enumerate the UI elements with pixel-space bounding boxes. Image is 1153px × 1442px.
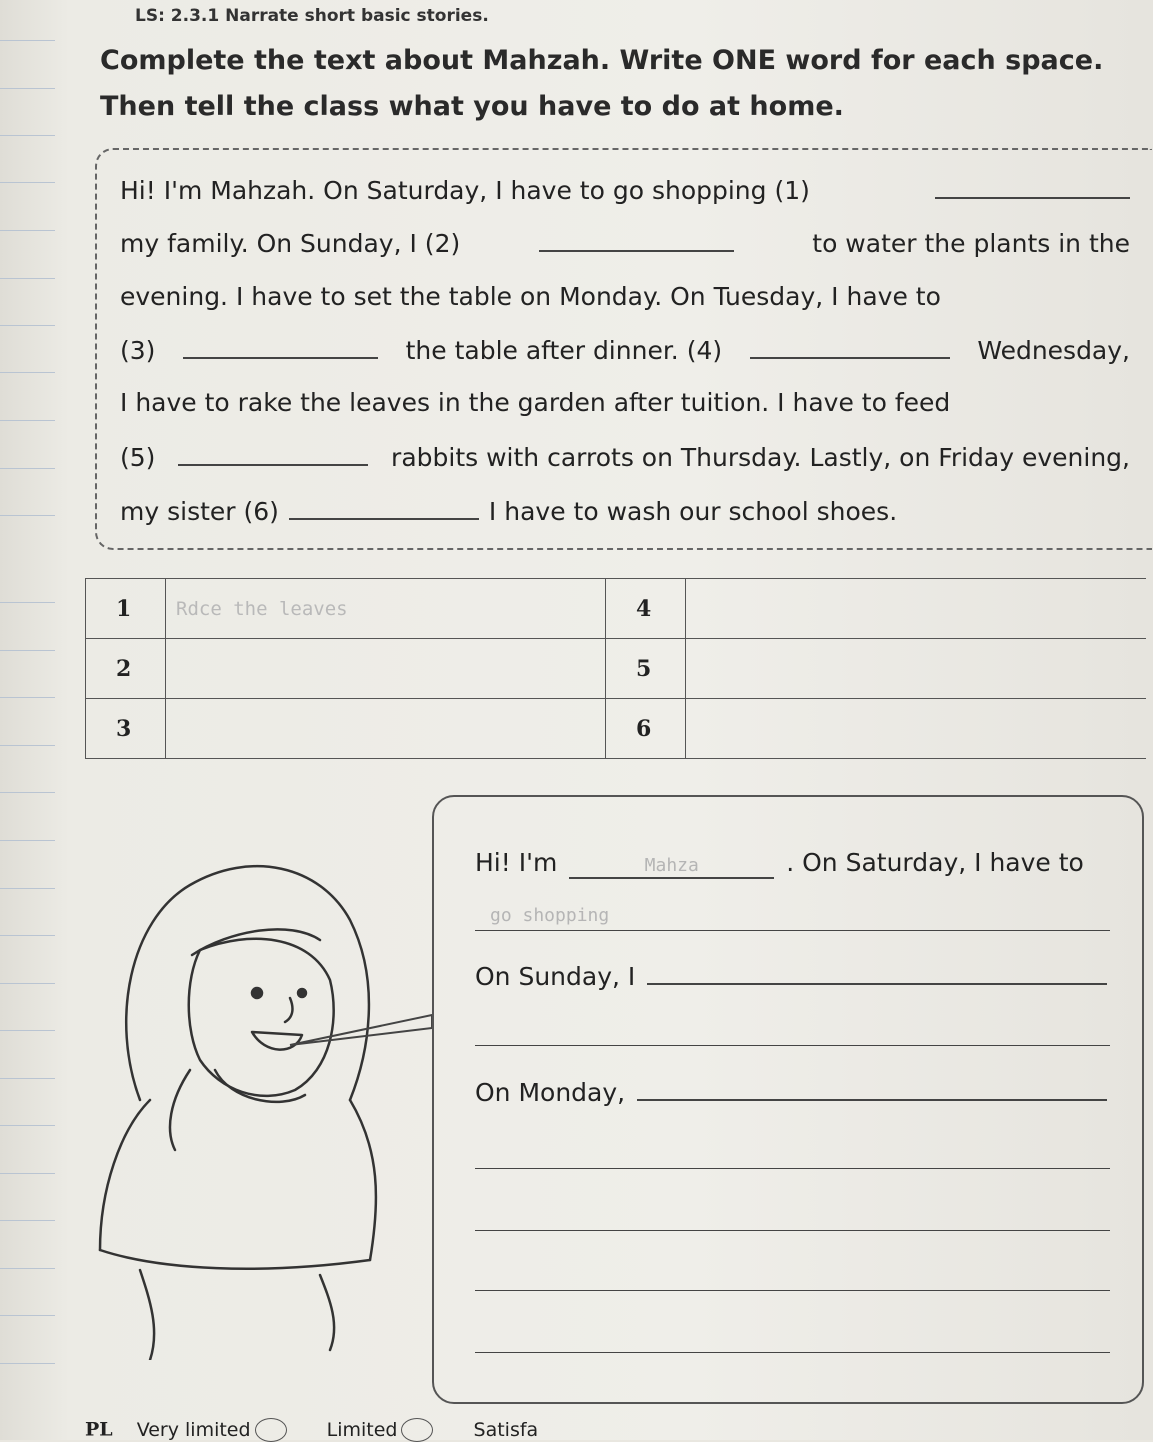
answer-number: 4 <box>606 579 686 639</box>
answer-cell[interactable] <box>686 579 1146 639</box>
passage-text: Hi! I'm Mahzah. On Saturday, I have to go shopping (1) <box>120 176 810 205</box>
passage-text: I have to wash our school shoes. <box>488 497 898 526</box>
passage-text: to water the plants in the <box>812 229 1130 258</box>
passage-text: Wednesday, <box>977 336 1130 365</box>
answer-number: 1 <box>86 579 166 639</box>
blank-4[interactable] <box>750 335 950 359</box>
answer-cell[interactable] <box>686 699 1146 759</box>
eye-right <box>298 989 306 997</box>
passage-line-4 <box>120 335 1130 365</box>
passage-line-1 <box>120 175 1130 205</box>
answer-cell[interactable] <box>686 639 1146 699</box>
writing-line[interactable] <box>475 1290 1110 1291</box>
footer-rating <box>85 1418 538 1442</box>
face-outline <box>189 939 334 1096</box>
speech-tail <box>290 1015 432 1045</box>
passage-text: my family. On Sunday, I (2) <box>120 229 461 258</box>
passage-text: my sister (6) <box>120 497 279 526</box>
handwritten-answer: Mahza <box>644 855 699 876</box>
table-row <box>86 639 1146 699</box>
blank-6[interactable] <box>289 496 479 520</box>
blank-3[interactable] <box>183 335 378 359</box>
answer-number: 5 <box>606 639 686 699</box>
bubble-blank-name[interactable] <box>569 848 774 879</box>
passage-text: (5) <box>120 443 156 472</box>
blank-2[interactable] <box>539 228 734 252</box>
very-limited-label: Very limited <box>136 1418 251 1441</box>
passage-line-3 <box>120 282 1130 311</box>
answer-cell[interactable] <box>166 639 606 699</box>
bubble-text: . On Saturday, I have to <box>786 848 1084 877</box>
writing-line[interactable] <box>475 1045 1110 1046</box>
table-row <box>86 699 1146 759</box>
passage-text: evening. I have to set the table on Monday. On Tuesday, I have to <box>120 282 941 311</box>
answer-number: 3 <box>86 699 166 759</box>
passage-text: the table after dinner. (4) <box>405 336 723 365</box>
girl-illustration <box>80 770 440 1360</box>
passage-line-2 <box>120 228 1130 258</box>
writing-line[interactable] <box>475 1168 1110 1169</box>
writing-line[interactable] <box>475 1352 1110 1353</box>
passage-text: (3) <box>120 336 156 365</box>
handwritten-answer: go shopping <box>490 905 610 926</box>
writing-line[interactable] <box>475 1230 1110 1231</box>
writing-line[interactable] <box>475 930 1110 931</box>
bubble-line-3 <box>475 962 1107 991</box>
answer-cell[interactable] <box>166 699 606 759</box>
bubble-text: On Monday, <box>475 1078 626 1107</box>
passage-line-7 <box>120 496 1130 526</box>
answer-cell[interactable]: Rdce the leaves <box>166 579 606 639</box>
bubble-line-5 <box>475 1078 1107 1107</box>
answer-number: 6 <box>606 699 686 759</box>
answer-number: 2 <box>86 639 166 699</box>
bubble-blank-monday[interactable] <box>637 1079 1107 1101</box>
learning-standard: LS: 2.3.1 Narrate short basic stories. <box>135 6 489 26</box>
eye-left <box>252 988 262 998</box>
passage-text: I have to rake the leaves in the garden after tuition. I have to feed <box>120 388 951 417</box>
answer-table <box>85 578 1146 759</box>
passage-line-6 <box>120 442 1130 472</box>
passage-line-5 <box>120 388 1130 417</box>
instruction-text: Complete the text about Mahzah. Write ONE word for each space. Then tell the class what you have to do at home. <box>100 45 1104 122</box>
very-limited-circle[interactable] <box>255 1418 287 1442</box>
hijab-outline <box>126 866 369 1100</box>
bubble-text: On Sunday, I <box>475 962 636 991</box>
mouth <box>252 1032 302 1050</box>
satisfactory-label: Satisfa <box>473 1418 539 1441</box>
bubble-blank-sunday[interactable] <box>647 963 1107 985</box>
passage-text: rabbits with carrots on Thursday. Lastly, on Friday evening, <box>391 443 1130 472</box>
bubble-line-1 <box>475 848 1084 879</box>
bubble-text: Hi! I'm <box>475 848 558 877</box>
blank-1[interactable] <box>935 175 1130 199</box>
pl-label: PL <box>85 1418 113 1441</box>
blank-5[interactable] <box>178 442 368 466</box>
table-row <box>86 579 1146 639</box>
limited-circle[interactable] <box>401 1418 433 1442</box>
limited-label: Limited <box>326 1418 398 1441</box>
